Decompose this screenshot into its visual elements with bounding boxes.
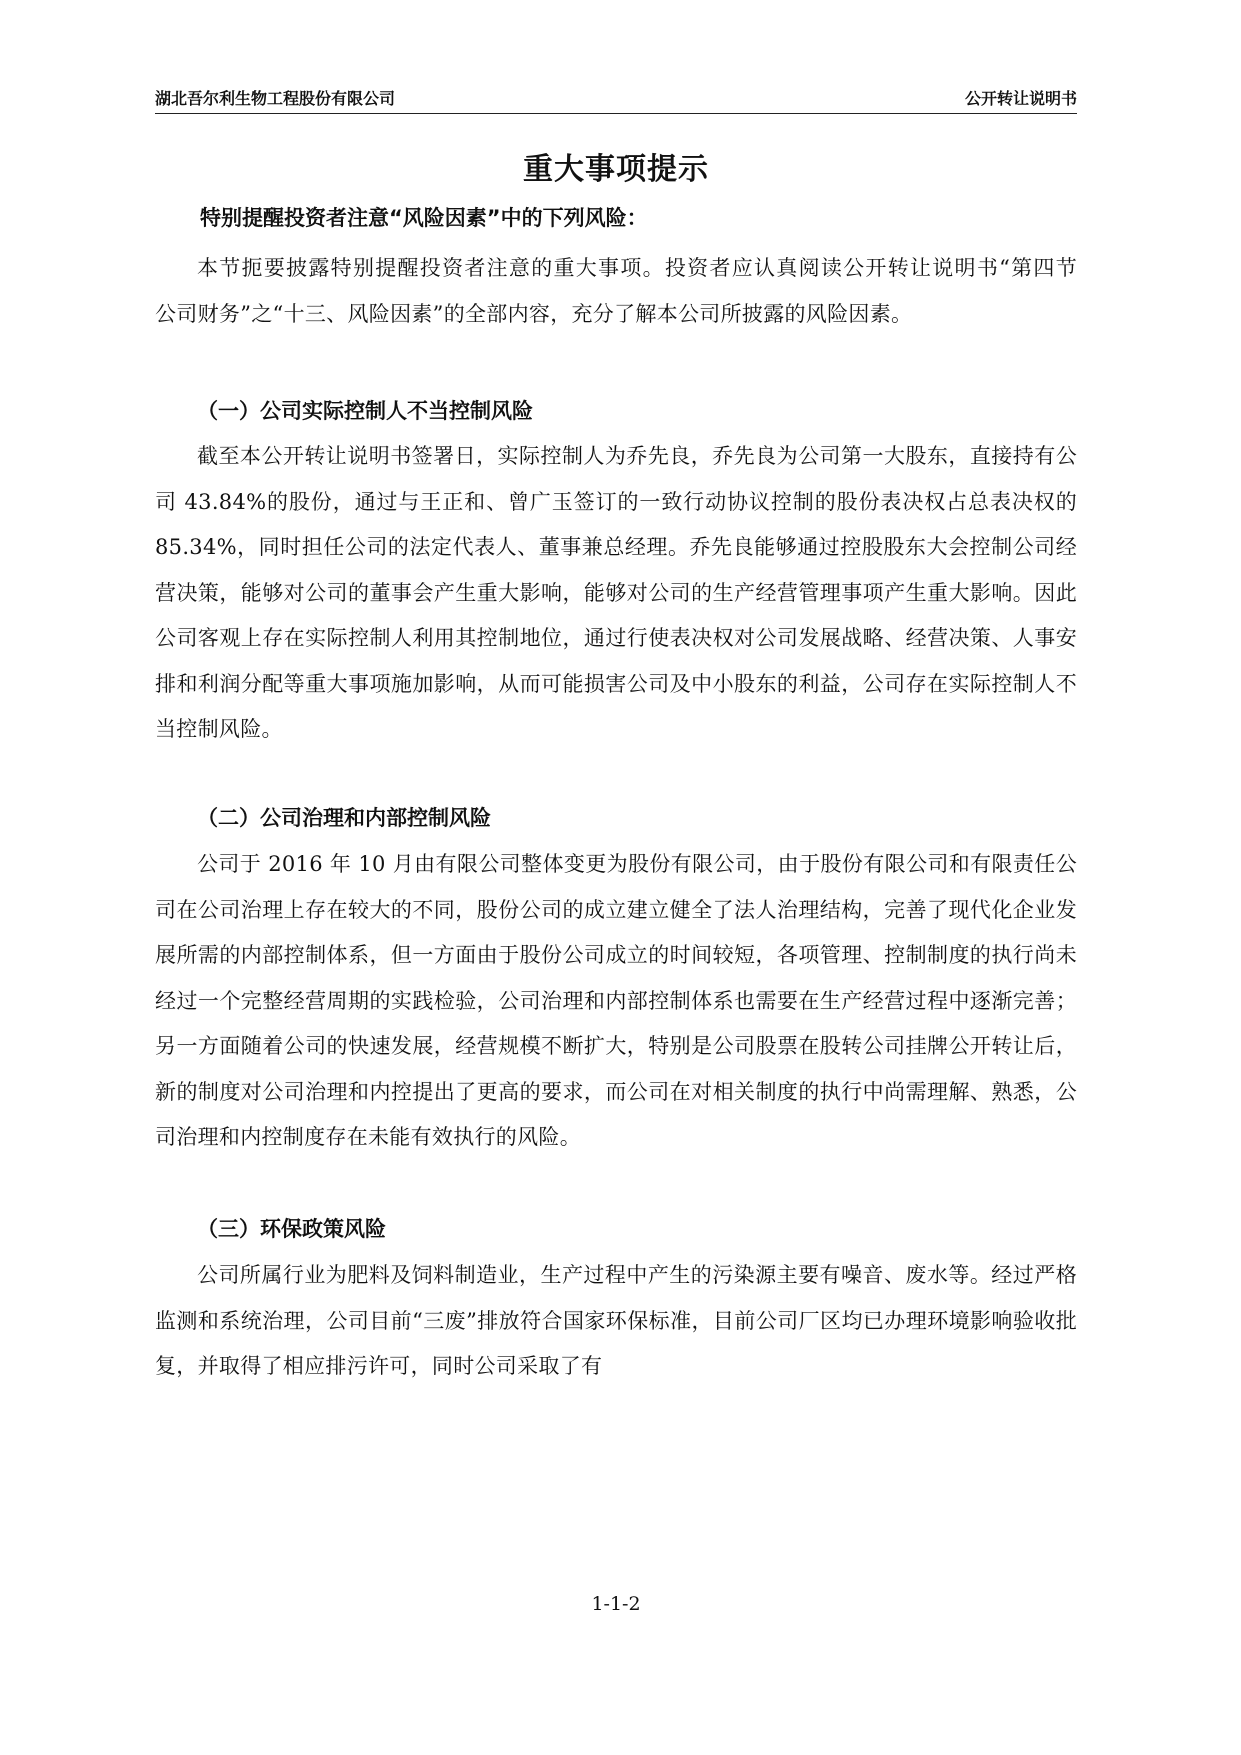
header-company-name: 湖北吾尔利生物工程股份有限公司 <box>155 89 396 108</box>
intro-paragraph: 本节扼要披露特别提醒投资者注意的重大事项。投资者应认真阅读公开转让说明书“第四节 公司财务”之“十三、风险因素”的全部内容，充分了解本公司所披露的风险因素。 <box>155 256 1099 326</box>
page-title: 重大事项提示 <box>523 152 709 187</box>
header-document-type: 公开转让说明书 <box>964 89 1077 108</box>
section-3-body: 公司所属行业为肥料及饲料制造业，生产过程中产生的污染源主要有噪音、废水等。经过严格监测和系统治理，公司目前“三废”排放符合国家环保标准，目前公司厂区均已办理环境影响验收批复，并取得了相应排污许可，同时公司采取了有 <box>155 1263 1077 1378</box>
section-2-body-wrap <box>155 842 1077 1161</box>
section-2-body: 公司于 2016 年 10 月由有限公司整体变更为股份有限公司，由于股份有限公司和有限责任公司在公司治理上存在较大的不同，股份公司的成立建立健全了法人治理结构，完善了现代化企业发展所需的内部控制体系，但一方面由于股份公司成立的时间较短，各项管理、控制制度的执行尚未经过一个完整经营周期的实践检验，公司治理和内部控制体系也需要在生产经营过程中逐渐完善；另一方面随着公司的快速发展，经营规模不断扩大，特别是公司股票在股转公司挂牌公开转让后，新的制度对公司治理和内控提出了更高的要求，而公司在对相关制度的执行中尚需理解、熟悉，公司治理和内控制度存在未能有效执行的风险。 <box>155 852 1077 1149</box>
risk-alert-heading: 特别提醒投资者注意“风险因素”中的下列风险： <box>200 206 648 230</box>
header-divider <box>155 113 1077 114</box>
section-3-body-wrap <box>155 1253 1077 1390</box>
section-3-heading: （三）环保政策风险 <box>197 1217 386 1241</box>
page-number: 1-1-2 <box>591 1593 641 1615</box>
section-2-heading: （二）公司治理和内部控制风险 <box>197 806 491 830</box>
section-1-heading: （一）公司实际控制人不当控制风险 <box>197 399 533 423</box>
page-header <box>155 86 1077 116</box>
section-1-body-wrap <box>155 434 1077 753</box>
section-1-body: 截至本公开转让说明书签署日，实际控制人为乔先良，乔先良为公司第一大股东，直接持有公司 43.84%的股份，通过与王正和、曾广玉签订的一致行动协议控制的股份表决权占总表决权的 85.34%，同时担任公司的法定代表人、董事兼总经理。乔先良能够通过控股股东大会控制公司经营决策，能够对公司的董事会产生重大影响，能够对公司的生产经营管理事项产生重大影响。因此公司客观上存在实际控制人利用其控制地位，通过行使表决权对公司发展战略、经营决策、人事安排和利润分配等重大事项施加影响，从而可能损害公司及中小股东的利益，公司存在实际控制人不当控制风险。 <box>155 444 1077 741</box>
intro-section <box>155 246 1099 337</box>
